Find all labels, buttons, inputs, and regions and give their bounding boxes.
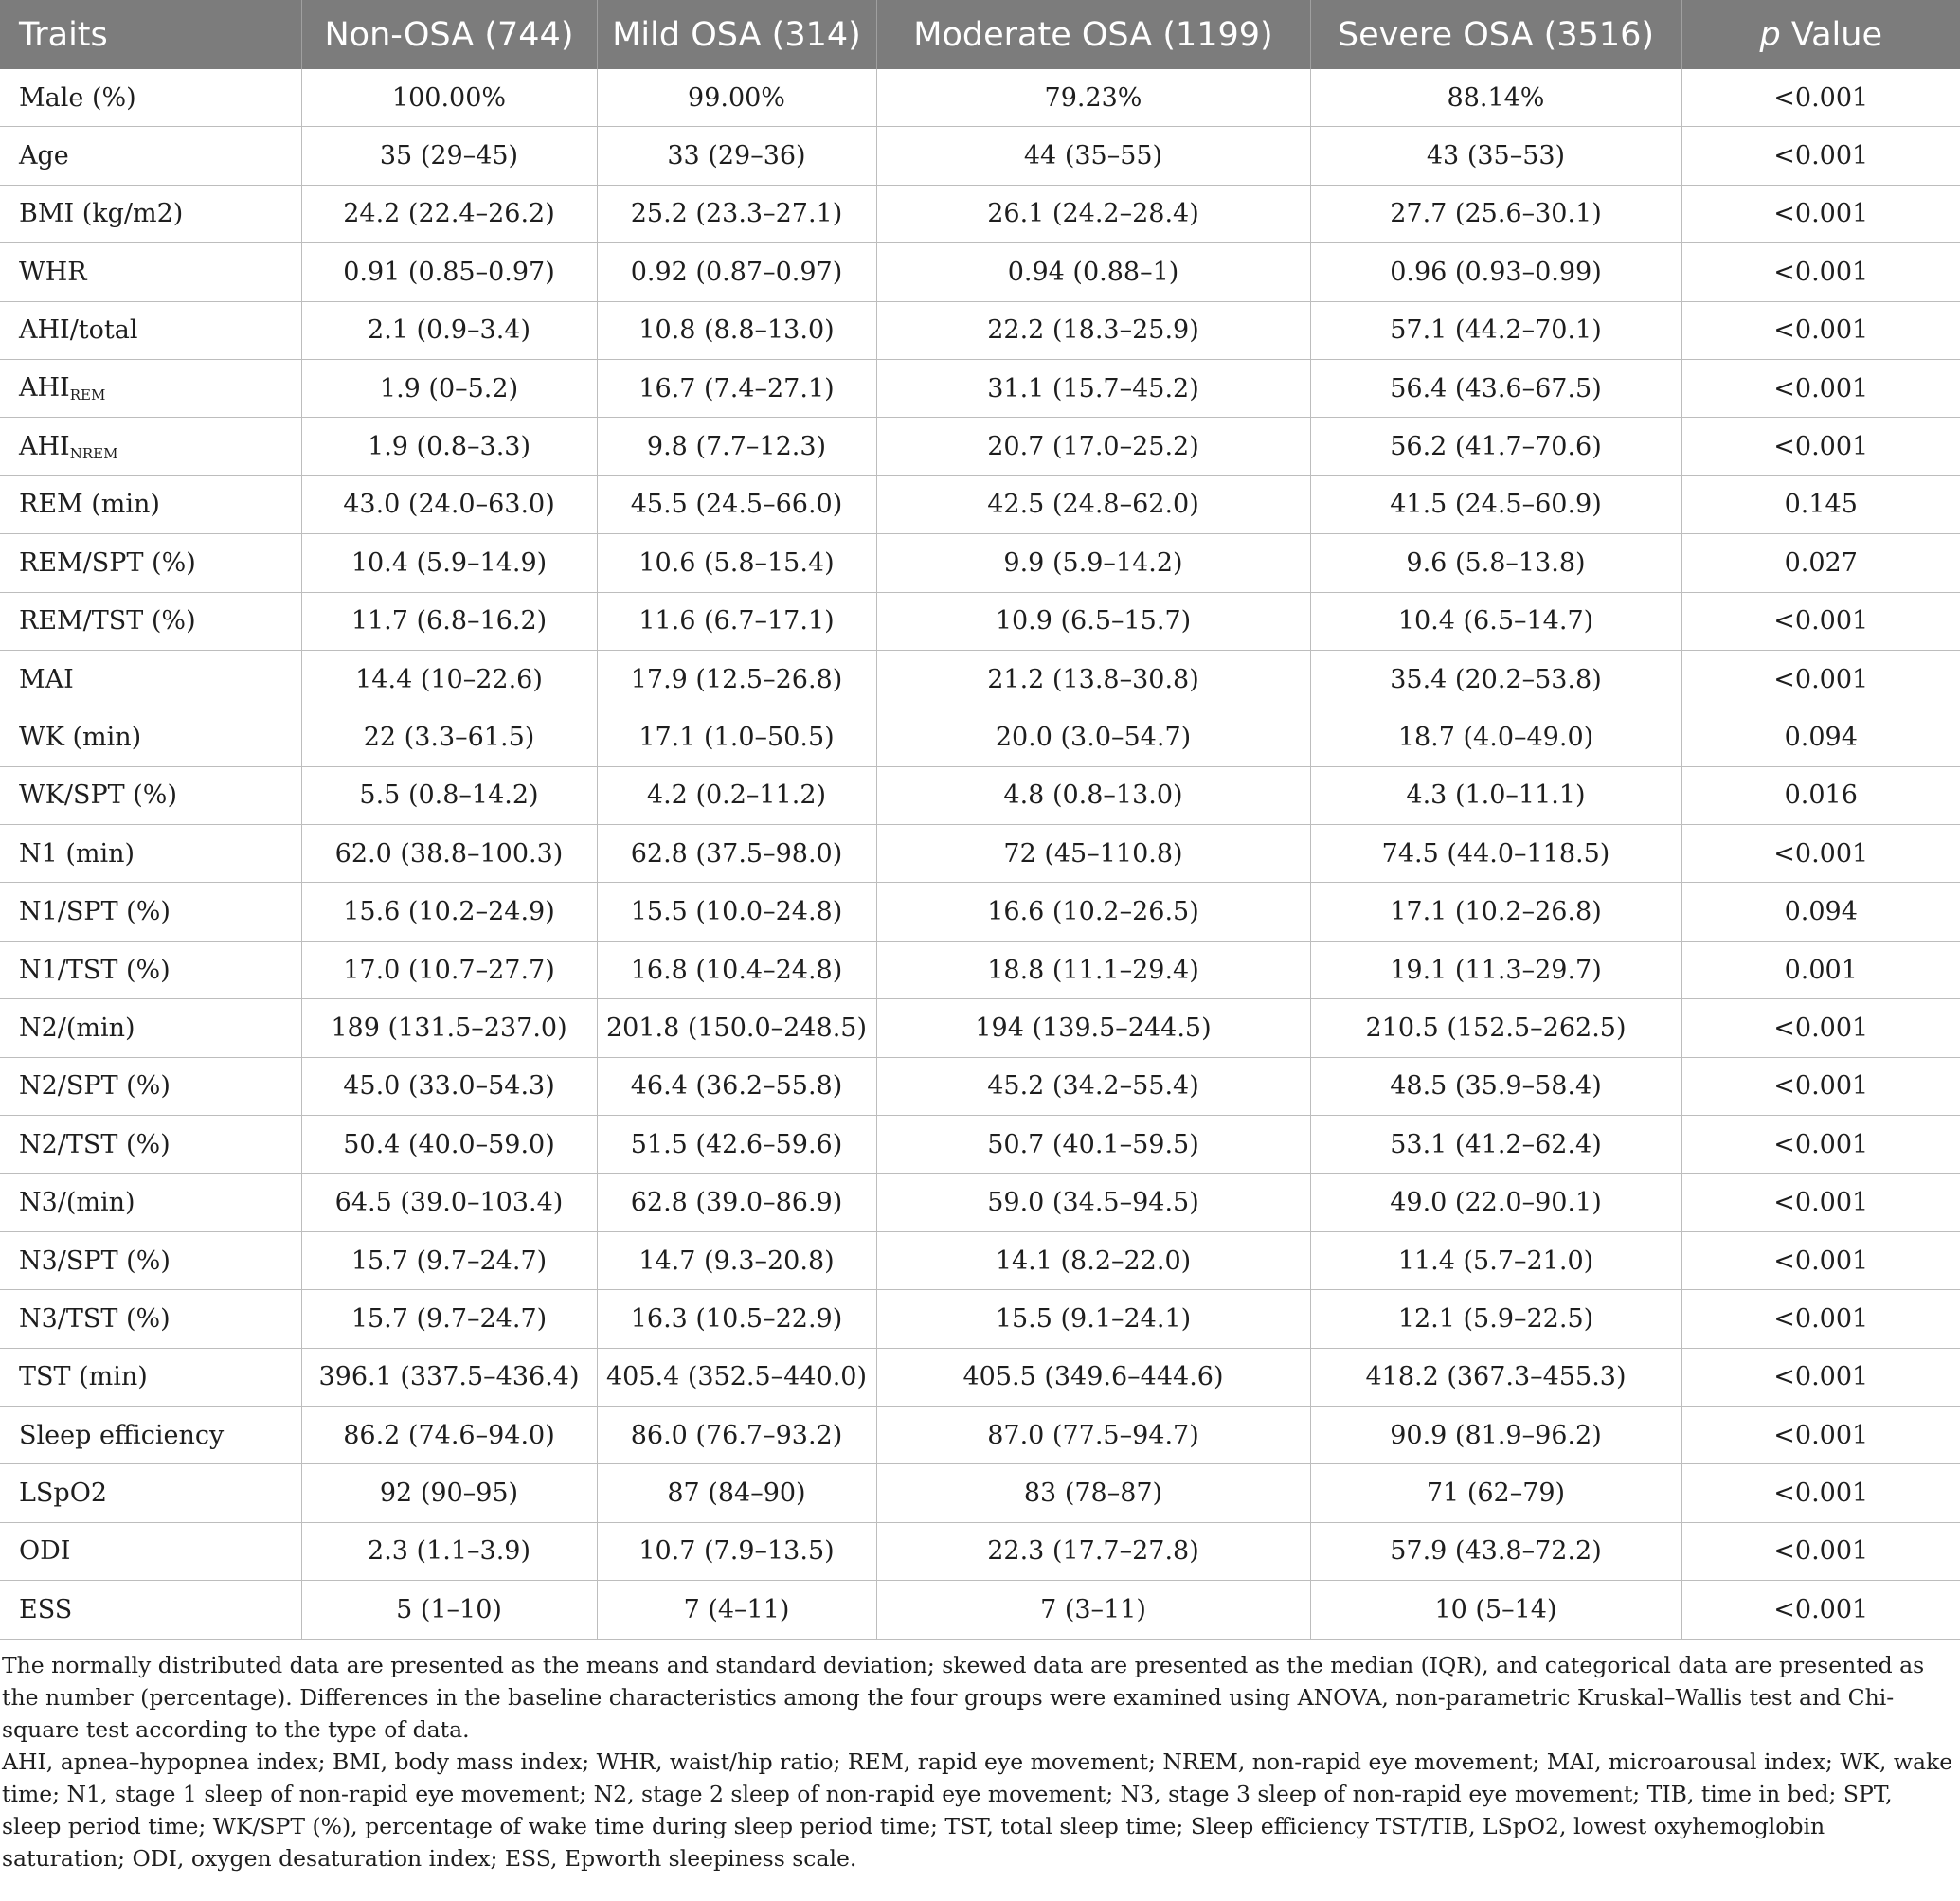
cell-non-osa: 2.3 (1.1–3.9) [301,1522,597,1580]
cell-moderate-osa: 22.2 (18.3–25.9) [876,301,1310,359]
cell-moderate-osa: 20.0 (3.0–54.7) [876,708,1310,766]
row-trait-label [0,69,301,127]
table-row [0,941,1960,998]
cell-severe-osa: 90.9 (81.9–96.2) [1310,1406,1681,1463]
cell-non-osa: 17.0 (10.7–27.7) [301,941,597,998]
cell-mild-osa: 7 (4–11) [597,1581,876,1639]
row-trait-label [0,359,301,417]
cell-moderate-osa: 18.8 (11.1–29.4) [876,941,1310,998]
header-row [0,0,1960,69]
cell-severe-osa: 17.1 (10.2–26.8) [1310,883,1681,941]
cell-mild-osa: 17.9 (12.5–26.8) [597,650,876,708]
trait-name: N1 (min) [19,838,135,869]
cell-non-osa: 64.5 (39.0–103.4) [301,1174,597,1231]
cell-non-osa: 22 (3.3–61.5) [301,708,597,766]
cell-p-value: <0.001 [1681,1290,1960,1348]
trait-name: LSpO2 [19,1479,108,1509]
row-trait-label [0,127,301,185]
table-row [0,475,1960,533]
cell-non-osa: 15.7 (9.7–24.7) [301,1231,597,1289]
row-trait-label [0,825,301,883]
row-trait-label [0,418,301,475]
cell-non-osa: 0.91 (0.85–0.97) [301,243,597,301]
cell-non-osa: 24.2 (22.4–26.2) [301,185,597,242]
cell-severe-osa: 418.2 (367.3–455.3) [1310,1348,1681,1406]
cell-moderate-osa: 42.5 (24.8–62.0) [876,475,1310,533]
trait-name: ODI [19,1536,71,1567]
row-trait-label [0,708,301,766]
cell-severe-osa: 48.5 (35.9–58.4) [1310,1057,1681,1115]
cell-moderate-osa: 14.1 (8.2–22.0) [876,1231,1310,1289]
table-row [0,650,1960,708]
table-row [0,999,1960,1057]
header-traits: Traits [0,0,301,69]
cell-severe-osa: 57.9 (43.8–72.2) [1310,1522,1681,1580]
cell-p-value: <0.001 [1681,1174,1960,1231]
cell-mild-osa: 86.0 (76.7–93.2) [597,1406,876,1463]
table-row [0,1057,1960,1115]
table-row [0,1581,1960,1639]
row-trait-label [0,999,301,1057]
cell-mild-osa: 87 (84–90) [597,1464,876,1522]
cell-mild-osa: 45.5 (24.5–66.0) [597,475,876,533]
table-row [0,825,1960,883]
cell-non-osa: 11.7 (6.8–16.2) [301,592,597,650]
table-row [0,534,1960,592]
cell-moderate-osa: 4.8 (0.8–13.0) [876,766,1310,824]
cell-severe-osa: 27.7 (25.6–30.1) [1310,185,1681,242]
table-row [0,766,1960,824]
cell-mild-osa: 16.8 (10.4–24.8) [597,941,876,998]
cell-moderate-osa: 22.3 (17.7–27.8) [876,1522,1310,1580]
table-row [0,127,1960,185]
cell-moderate-osa: 20.7 (17.0–25.2) [876,418,1310,475]
trait-name: N2/TST (%) [19,1129,171,1159]
cell-mild-osa: 9.8 (7.7–12.3) [597,418,876,475]
cell-moderate-osa: 87.0 (77.5–94.7) [876,1406,1310,1463]
cell-moderate-osa: 45.2 (34.2–55.4) [876,1057,1310,1115]
trait-name: AHI [19,431,70,461]
cell-moderate-osa: 50.7 (40.1–59.5) [876,1116,1310,1174]
table-row [0,1174,1960,1231]
trait-name: AHI/total [19,315,138,346]
cell-mild-osa: 46.4 (36.2–55.8) [597,1057,876,1115]
cell-moderate-osa: 405.5 (349.6–444.6) [876,1348,1310,1406]
cell-p-value: <0.001 [1681,999,1960,1057]
cell-non-osa: 92 (90–95) [301,1464,597,1522]
trait-subscript: REM [69,386,106,404]
table-row [0,1116,1960,1174]
row-trait-label [0,1174,301,1231]
cell-moderate-osa: 21.2 (13.8–30.8) [876,650,1310,708]
row-trait-label [0,1290,301,1348]
trait-name: N3/(min) [19,1188,135,1218]
cell-moderate-osa: 16.6 (10.2–26.5) [876,883,1310,941]
trait-name: Male (%) [19,82,136,113]
row-trait-label [0,1406,301,1463]
cell-p-value: <0.001 [1681,1464,1960,1522]
cell-non-osa: 14.4 (10–22.6) [301,650,597,708]
cell-severe-osa: 0.96 (0.93–0.99) [1310,243,1681,301]
cell-moderate-osa: 9.9 (5.9–14.2) [876,534,1310,592]
table-row [0,592,1960,650]
cell-severe-osa: 41.5 (24.5–60.9) [1310,475,1681,533]
footnote-methods: The normally distributed data are presented as the means and standard deviation; skewed data are presented as the median (IQR), and categorical data are presented as the number (percentage). Differences in the baseline characteristics among the four groups were examined using ANOVA, non-parametric Kruskal–Wallis test and Chi-square test according to the type of data. [2,1651,1925,1743]
row-trait-label [0,1057,301,1115]
header-mild-osa: Mild OSA (314) [597,0,876,69]
cell-moderate-osa: 26.1 (24.2–28.4) [876,185,1310,242]
row-trait-label [0,592,301,650]
cell-mild-osa: 62.8 (37.5–98.0) [597,825,876,883]
footnote-abbreviations: AHI, apnea–hypopnea index; BMI, body mass index; WHR, waist/hip ratio; REM, rapid eye movement; NREM, non-rapid eye movement; MAI, microarousal index; WK, wake time; N1, stage 1 sleep of non-rapid eye movement; N2, stage 2 sleep of non-rapid eye movement; N3, stage 3 sleep of non-rapid eye movement; TIB, time in bed; SPT, sleep period time; WK/SPT (%), percentage of wake time during sleep period time; TST, total sleep time; Sleep efficiency TST/TIB, LSpO2, lowest oxyhemoglobin saturation; ODI, oxygen desaturation index; ESS, Epworth sleepiness scale. [2,1748,1953,1872]
trait-subscript: NREM [69,444,118,462]
header-p-italic: p [1759,15,1781,54]
cell-mild-osa: 25.2 (23.3–27.1) [597,185,876,242]
cell-mild-osa: 11.6 (6.7–17.1) [597,592,876,650]
cell-moderate-osa: 83 (78–87) [876,1464,1310,1522]
cell-severe-osa: 12.1 (5.9–22.5) [1310,1290,1681,1348]
cell-severe-osa: 10.4 (6.5–14.7) [1310,592,1681,650]
table-row [0,1290,1960,1348]
cell-mild-osa: 17.1 (1.0–50.5) [597,708,876,766]
cell-severe-osa: 56.4 (43.6–67.5) [1310,359,1681,417]
table-row [0,301,1960,359]
cell-non-osa: 396.1 (337.5–436.4) [301,1348,597,1406]
row-trait-label [0,1522,301,1580]
cell-severe-osa: 74.5 (44.0–118.5) [1310,825,1681,883]
cell-severe-osa: 4.3 (1.0–11.1) [1310,766,1681,824]
row-trait-label [0,1464,301,1522]
cell-severe-osa: 53.1 (41.2–62.4) [1310,1116,1681,1174]
trait-name: Age [19,141,69,171]
table-row [0,1522,1960,1580]
table-body [0,69,1960,1639]
cell-severe-osa: 9.6 (5.8–13.8) [1310,534,1681,592]
trait-name: N1/TST (%) [19,955,171,985]
cell-p-value: <0.001 [1681,243,1960,301]
cell-p-value: <0.001 [1681,592,1960,650]
cell-mild-osa: 51.5 (42.6–59.6) [597,1116,876,1174]
cell-severe-osa: 56.2 (41.7–70.6) [1310,418,1681,475]
cell-p-value: <0.001 [1681,1116,1960,1174]
cell-p-value: <0.001 [1681,1522,1960,1580]
table-row [0,708,1960,766]
row-trait-label [0,1116,301,1174]
trait-name: WHR [19,257,87,287]
cell-non-osa: 5 (1–10) [301,1581,597,1639]
trait-name: REM (min) [19,490,160,520]
cell-severe-osa: 88.14% [1310,69,1681,127]
cell-severe-osa: 18.7 (4.0–49.0) [1310,708,1681,766]
row-trait-label [0,301,301,359]
cell-mild-osa: 99.00% [597,69,876,127]
cell-moderate-osa: 7 (3–11) [876,1581,1310,1639]
trait-name: MAI [19,664,74,694]
cell-p-value: 0.094 [1681,708,1960,766]
cell-moderate-osa: 0.94 (0.88–1) [876,243,1310,301]
cell-severe-osa: 35.4 (20.2–53.8) [1310,650,1681,708]
cell-non-osa: 100.00% [301,69,597,127]
row-trait-label [0,941,301,998]
trait-name: Sleep efficiency [19,1420,225,1450]
table-footnotes [0,1640,1953,1874]
table-row [0,69,1960,127]
table-row [0,185,1960,242]
trait-name: TST (min) [19,1362,148,1392]
cell-mild-osa: 4.2 (0.2–11.2) [597,766,876,824]
trait-name: ESS [19,1594,73,1624]
cell-severe-osa: 11.4 (5.7–21.0) [1310,1231,1681,1289]
table-row [0,1348,1960,1406]
cell-mild-osa: 405.4 (352.5–440.0) [597,1348,876,1406]
row-trait-label [0,185,301,242]
header-p-value [1681,0,1960,69]
cell-moderate-osa: 79.23% [876,69,1310,127]
cell-mild-osa: 15.5 (10.0–24.8) [597,883,876,941]
cell-non-osa: 2.1 (0.9–3.4) [301,301,597,359]
cell-mild-osa: 201.8 (150.0–248.5) [597,999,876,1057]
row-trait-label [0,1581,301,1639]
cell-p-value: <0.001 [1681,1231,1960,1289]
cell-non-osa: 10.4 (5.9–14.9) [301,534,597,592]
cell-moderate-osa: 10.9 (6.5–15.7) [876,592,1310,650]
cell-p-value: <0.001 [1681,1406,1960,1463]
trait-name: WK/SPT (%) [19,780,177,811]
cell-p-value: 0.145 [1681,475,1960,533]
cell-p-value: <0.001 [1681,418,1960,475]
cell-moderate-osa: 15.5 (9.1–24.1) [876,1290,1310,1348]
header-p-rest: Value [1780,15,1882,54]
table-row [0,1231,1960,1289]
cell-mild-osa: 16.7 (7.4–27.1) [597,359,876,417]
row-trait-label [0,1231,301,1289]
cell-p-value: 0.027 [1681,534,1960,592]
cell-p-value: <0.001 [1681,650,1960,708]
cell-p-value: <0.001 [1681,127,1960,185]
cell-severe-osa: 71 (62–79) [1310,1464,1681,1522]
table-row [0,243,1960,301]
cell-non-osa: 43.0 (24.0–63.0) [301,475,597,533]
cell-moderate-osa: 72 (45–110.8) [876,825,1310,883]
trait-name: REM/TST (%) [19,606,196,637]
cell-moderate-osa: 44 (35–55) [876,127,1310,185]
cell-non-osa: 50.4 (40.0–59.0) [301,1116,597,1174]
cell-non-osa: 15.6 (10.2–24.9) [301,883,597,941]
cell-non-osa: 5.5 (0.8–14.2) [301,766,597,824]
table-row [0,359,1960,417]
cell-mild-osa: 16.3 (10.5–22.9) [597,1290,876,1348]
cell-mild-osa: 62.8 (39.0–86.9) [597,1174,876,1231]
cell-mild-osa: 10.8 (8.8–13.0) [597,301,876,359]
cell-non-osa: 189 (131.5–237.0) [301,999,597,1057]
trait-name: N3/SPT (%) [19,1246,171,1276]
row-trait-label [0,650,301,708]
cell-severe-osa: 43 (35–53) [1310,127,1681,185]
table-row [0,1464,1960,1522]
trait-name: REM/SPT (%) [19,547,196,578]
cell-p-value: 0.001 [1681,941,1960,998]
cell-mild-osa: 10.7 (7.9–13.5) [597,1522,876,1580]
header-moderate-osa: Moderate OSA (1199) [876,0,1310,69]
cell-non-osa: 62.0 (38.8–100.3) [301,825,597,883]
cell-p-value: <0.001 [1681,825,1960,883]
table-row [0,1406,1960,1463]
cell-severe-osa: 210.5 (152.5–262.5) [1310,999,1681,1057]
cell-non-osa: 15.7 (9.7–24.7) [301,1290,597,1348]
cell-non-osa: 1.9 (0–5.2) [301,359,597,417]
trait-name: BMI (kg/m2) [19,199,184,229]
cell-p-value: <0.001 [1681,1348,1960,1406]
cell-mild-osa: 10.6 (5.8–15.4) [597,534,876,592]
cell-severe-osa: 19.1 (11.3–29.7) [1310,941,1681,998]
cell-severe-osa: 10 (5–14) [1310,1581,1681,1639]
cell-non-osa: 35 (29–45) [301,127,597,185]
trait-name: AHI [19,373,70,404]
cell-moderate-osa: 31.1 (15.7–45.2) [876,359,1310,417]
trait-name: WK (min) [19,722,142,752]
cell-p-value: <0.001 [1681,69,1960,127]
header-severe-osa: Severe OSA (3516) [1310,0,1681,69]
row-trait-label [0,766,301,824]
trait-name: N2/SPT (%) [19,1071,171,1102]
header-non-osa: Non-OSA (744) [301,0,597,69]
cell-mild-osa: 33 (29–36) [597,127,876,185]
cell-moderate-osa: 194 (139.5–244.5) [876,999,1310,1057]
cell-mild-osa: 14.7 (9.3–20.8) [597,1231,876,1289]
cell-p-value: 0.094 [1681,883,1960,941]
cell-p-value: 0.016 [1681,766,1960,824]
cell-p-value: <0.001 [1681,185,1960,242]
table-row [0,418,1960,475]
trait-name: N1/SPT (%) [19,897,171,927]
cell-severe-osa: 57.1 (44.2–70.1) [1310,301,1681,359]
table-header [0,0,1960,69]
trait-name: N2/(min) [19,1013,135,1043]
cell-p-value: <0.001 [1681,359,1960,417]
cell-p-value: <0.001 [1681,1057,1960,1115]
cell-non-osa: 1.9 (0.8–3.3) [301,418,597,475]
cell-mild-osa: 0.92 (0.87–0.97) [597,243,876,301]
row-trait-label [0,534,301,592]
row-trait-label [0,883,301,941]
cell-non-osa: 45.0 (33.0–54.3) [301,1057,597,1115]
cell-non-osa: 86.2 (74.6–94.0) [301,1406,597,1463]
row-trait-label [0,243,301,301]
cell-p-value: <0.001 [1681,1581,1960,1639]
trait-name: N3/TST (%) [19,1303,171,1334]
cell-moderate-osa: 59.0 (34.5–94.5) [876,1174,1310,1231]
table-row [0,883,1960,941]
cell-p-value: <0.001 [1681,301,1960,359]
cell-severe-osa: 49.0 (22.0–90.1) [1310,1174,1681,1231]
row-trait-label [0,475,301,533]
row-trait-label [0,1348,301,1406]
